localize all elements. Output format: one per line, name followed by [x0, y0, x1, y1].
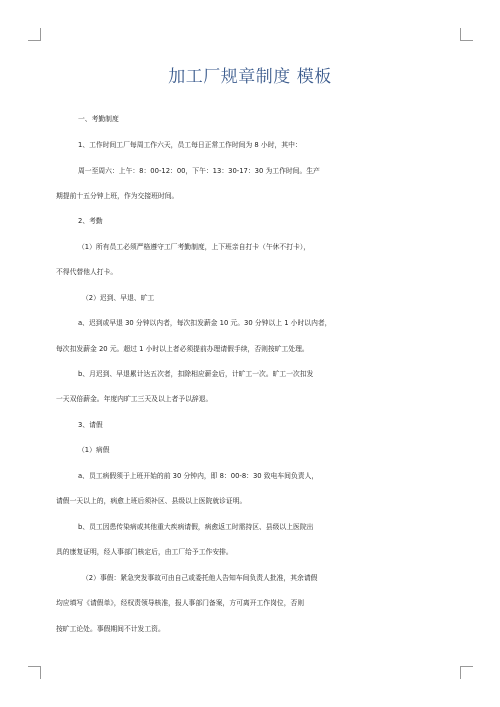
crop-mark-top-left — [28, 28, 41, 41]
crop-mark-top-right — [460, 28, 473, 41]
section-heading: 2、考勤 — [78, 217, 103, 225]
subsection-heading: （2）迟到、早退、旷工 — [82, 294, 155, 302]
paragraph-line: （1）所有员工必须严格遵守工厂考勤制度，上下班亲自打卡（午休不打卡）， — [78, 243, 311, 251]
document-title: 加工厂规章制度 模板 — [168, 67, 332, 87]
section-heading: 3、请假 — [78, 421, 103, 429]
paragraph-line: a、员工病假须于上班开始的前 30 分钟内，即 8：00-8：30 致电车间负责人， — [78, 472, 319, 480]
paragraph-line: 请假一天以上的，病愈上班后须补区、县级以上医院就诊证明。 — [56, 497, 247, 505]
paragraph-line: 期提前十五分钟上班，作为交接班时间。 — [56, 192, 179, 200]
paragraph-line: 按旷工论处。事假期间不计发工资。 — [56, 625, 165, 633]
subsection-heading: （1）病假 — [78, 446, 110, 454]
crop-mark-bottom-left — [28, 666, 41, 679]
paragraph-line: 一天双倍薪金。年度内旷工三天及以上者予以辞退。 — [56, 395, 213, 403]
paragraph-line: b、月迟到、早退累计达五次者，扣除相应薪金后，计旷工一次。旷工一次扣发 — [78, 370, 314, 378]
paragraph-line: b、员工因患传染病或其他重大疾病请假，病愈返工时需持区、县级以上医院出 — [78, 523, 314, 531]
paragraph-line: （2）事假：紧急突发事故可由自己或委托他人告知车间负责人批准，其余请假 — [82, 574, 318, 582]
crop-mark-bottom-right — [460, 666, 473, 679]
paragraph-line: 周一至周六：上午：8：00-12：00，下午：13：30-17：30 为工作时间。生产 — [78, 167, 320, 175]
paragraph-line: 均应填写《请假单》，经权责领导核准，报人事部门备案，方可离开工作岗位，否则 — [56, 599, 305, 607]
paragraph-line: 具的康复证明，经人事部门核定后，由工厂给予工作安排。 — [56, 548, 233, 556]
paragraph-line: a、迟到或早退 30 分钟以内者，每次扣发薪金 10 元。30 分钟以上 1 小时以内者， — [78, 319, 332, 327]
paragraph-line: 不得代替他人打卡。 — [56, 268, 118, 276]
paragraph-line: 每次扣发薪金 20 元。超过 1 小时以上者必须提前办理请假手续，否则按旷工处理。 — [56, 345, 309, 353]
paragraph-line: 1、工作时间工厂每周工作六天，员工每日正常工作时间为 8 小时，其中： — [78, 141, 302, 149]
section-heading: 一、考勤制度 — [78, 115, 119, 123]
